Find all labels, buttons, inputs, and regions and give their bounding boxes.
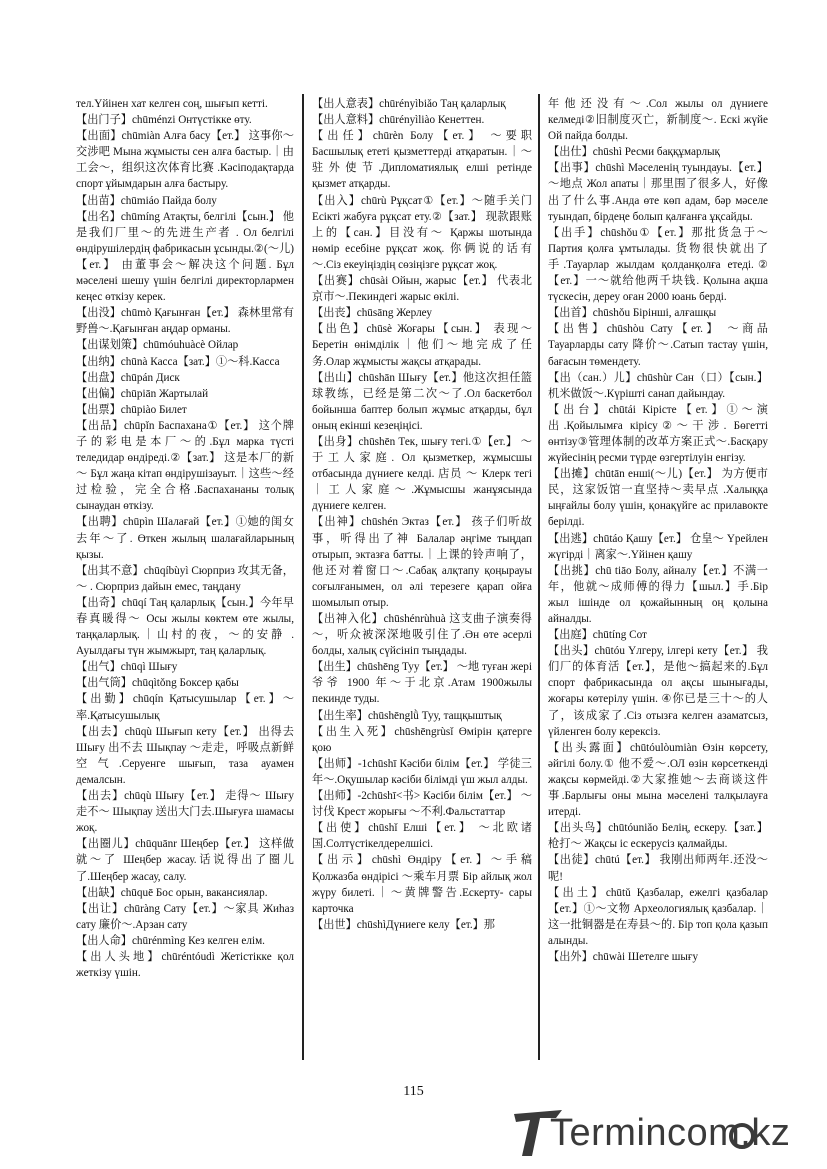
dictionary-entry: 【出使】chūshǐ Елші【ет.】 ～北欧诸国.Солтүстікелдерелшісі. [312, 822, 532, 851]
dictionary-entry: 【出人头地】chūréntóudì Жетістікке қол жеткізу үшін. [76, 950, 294, 980]
dictionary-entry: 【出门子】chūménzi Онтүстікке өту. [76, 114, 252, 127]
column-middle [312, 96, 532, 1066]
dictionary-entry: 【出面】chūmiàn Алға басу【ет.】 这事你～交涉吧 Мына жұмысты сен алға бастыр.｜由工会～，组织这次体育比赛 .Кәсіподақтарда спорт ұйымдарын алға бастыру. [76, 130, 294, 191]
dictionary-entry: 【出纳】chūnà Касса【зат.】①～科.Касса [76, 355, 280, 368]
dictionary-entry: 【出缺】chūquē Бос орын, вакансиялар. [76, 886, 268, 899]
dictionary-entry: 【出人命】chūrénmìng Кез келген елім. [76, 934, 265, 947]
dictionary-entry: 【出丧】chūsāng Жерлеу [312, 307, 432, 320]
dictionary-entry: 【出生入死】chūshēngrùsǐ Өмірін қатерге қою [312, 725, 532, 754]
dictionary-entry: 【出（сан.）儿】chūshùr Сан（口）【сын.】 机米做饭～.Күрішті санап дайындау. [548, 371, 768, 400]
dictionary-entry: 【出徒】chūtú【ет.】 我刚出师两年.还没～呢! [548, 854, 768, 883]
dictionary-entry: 年他还没有～.Сол жылы ол дүниеге келмеді②旧制度灭亡，新制度～. Ескі жүйе Ой пайда болды. [548, 98, 768, 143]
dictionary-entry: 【出示】chūshì Өндіру【ет.】～手稿 Қолжазба өндірісі ～乘车月票 Бір айлық жол жүру билеті.｜～黄牌警告.Ескерту- сары карточка [312, 854, 532, 915]
dictionary-entry: 【出盘】chūpán Диск [76, 371, 180, 384]
column-left [76, 96, 294, 1066]
dictionary-entry: 【出土】chūtǔ Қазбалар, ежелгі қазбалар【ет.】①～文物 Археологиялық қазбалар.｜这一批铜器是在寿县～的. Бір топ қола қазып алынды. [548, 886, 768, 947]
column-right [548, 96, 768, 1066]
dictionary-entry: 【出任】chūrèn Болу【ет.】 ～要职 Басшылық ететі қызметтерді атқаратын.｜～驻外使节.Дипломатиялық елші ретінде қызмет атқарды. [312, 130, 532, 191]
dictionary-entry: 【出首】chūshǒu Бірінші, алғашқы [548, 307, 717, 320]
dictionary-entry: 【出庭】chūtíng Сот [548, 629, 647, 642]
dictionary-entry: 【出头鸟】chūtóuniǎo Белің, ескеру.【зат.】 枪打～ Жақсы іс ескерусіз қалмайды. [548, 822, 768, 851]
dictionary-entry: 【出头】chūtóu Үлгеру, ілгері кету【ет.】 我们厂的体育活【ет.】，是他～搞起来的.Бұл спорт фабрикасында ол ақсы шынығады, жоғары көтерілу үшін. ④你已是三十～的人了，该成家了.Сіз отызға келген азаматсыз, үйленген болу керексіз. [548, 645, 768, 738]
dictionary-entry: 【出摊】chūtān еншi(～儿)【ет.】 为方便市民，这家饭馆一直坚持～卖早点 .Халыққа ыңғайлы болу үшін, қонақүйге ас прилавокте берілді. [548, 468, 768, 529]
dictionary-entry: 【出其不意】chūqíbùyì Сюрприз 攻其无备，～ . Сюрприз дайын емес, таңдану [76, 564, 294, 593]
dictionary-entry: 【出逃】chūtáo Қашу【ет.】 仓皇～ Үрейлен жүгірді｜离家～.Үйінен қашу [548, 532, 768, 561]
dictionary-entry: 【出没】chūmò Қағынған【ет.】 森林里常有野兽～.Қағынған аңдар орманы. [76, 307, 294, 336]
dictionary-entry: 【出事】chūshì Мәселенің туындауы.【ет.】～地点 Жол апаты｜那里围了很多人，好像出了什么事.Анда өте көп адам, бәр мәселе туындап, бірдеңе болып қалғанға ұқсайды. [548, 162, 768, 223]
dictionary-entry: 【出神入化】chūshénrùhuà 这支曲子演奏得～，听众被深深地吸引住了.Ән өте әсерлі болды, халық сүйсініп тыңдады. [312, 613, 532, 658]
dictionary-entry: 【出赛】chūsài Ойын, жарыс【ет.】 代表北京市～.Пекиндегі жарыс өкілі. [312, 275, 532, 304]
dictionary-entry: 【出气筒】chūqìtǒng Боксер қабы [76, 677, 239, 690]
dictionary-entry: 【出师】-1chūshī Кәсіби білім【ет.】 学徒三年～.Оқушылар кәсіби білімді үш жыл алды. [312, 757, 532, 786]
dictionary-entry: 【出台】chūtái Кірісте【ет.】①～演出.Қойылымға кірісу②～干涉. Бөгетті өнтізу③管理体制的改革方案正式～.Басқару жүйесінің ресми түрде өзгертілуін енгізу. [548, 403, 768, 465]
logo-text: Termincom.kz [550, 1112, 791, 1154]
dictionary-entry: 【出去】chūqù Шығып кету【ет.】 出得去 Шығу 出不去 Шықпау ～走走，呼吸点新鲜空气.Серуенге шығып, таза ауамен демалсын. [76, 725, 294, 786]
dictionary-entry: 【出品】chūpǐn Баспахана①【ет.】 这个牌子的彩电是本厂～的.Бұл марка түсті теледидар өндіреді.②【зат.】 这是本厂的新～ Бұл жаңа кітап өндірушізауыт.｜这些～经过检验，完全合格.Баспахананы толық сынаудан өткізу. [76, 419, 294, 513]
dictionary-entry: 【出聘】chūpìn Шалағай【ет.】①她的闺女去年～了. Өткен жылың шалағайларының қызы. [76, 516, 294, 561]
dictionary-entry: 【出山】chūshān Шығу【ет.】他这次担任篮球教练，已经是第二次～了.Ол баскетбол бойынша баптер болып жұмыс атқарды, бұл оның екінші кезеңіңісі. [312, 371, 532, 432]
dictionary-entry: 【出世】chūshìДүниеге келу【ет.】那 [312, 918, 495, 931]
dictionary-entry: 【出身】chūshēn Тек, шығу тегі.①【ет.】 ～于工人家庭. Ол қызметкер, жұмысшы отбасында дүниеге келді. 店员 ～ Клерк тегі｜工人家庭～.Жұмысшы жанұясында дүниеге келген. [312, 435, 532, 513]
dictionary-entry: 【出勤】chūqín Қатысушылар【ет.】～率.Қатысушылық [76, 693, 294, 722]
dictionary-entry: 【出让】chūràng Сату【ет.】～家具 Жиһаз сату 廉价～.Арзан сату [76, 902, 294, 931]
dictionary-entry: 【出圈儿】chūquānr Шеңбер【ет.】 这样做就～了 Шеңбер жасау.话说得出了圈儿了.Шеңбер жасау, салу. [76, 838, 294, 883]
dictionary-entry: 【出仕】chūshì Ресми баққұмарлық [548, 146, 720, 159]
dictionary-entry: 【出生率】chūshēnglǜ Туу, тащқыштық [312, 709, 502, 722]
dictionary-entry: 【出头露面】chūtóulòumiàn Өзін көрсету, әйгілі болу.① 他不爱～.ОЛ өзін көрсеткенді жақсы көрмейді.②大家推她～去商谈这件事.Барлығы оны мына мәселені талқылауға итерді. [548, 741, 768, 819]
dictionary-entry: 【出外】chūwài Шетелге шығу [548, 950, 699, 963]
dictionary-entry: 【出苗】chūmiáo Пайда болу [76, 194, 217, 207]
dictionary-entry: 【出神】chūshén Эктаз【ет.】 孩子们听故事，听得出了神 Балалар әңгіме тыңдап отырып, эктазға батты.｜上课的铃声响了，他还对着窗口～.Сабақ алқтапу қоңырауы соғылғанымен, ол әлі терезеге қарап ойға шомылып отыр. [312, 516, 532, 609]
column-divider [538, 94, 540, 1060]
dictionary-entry: 【出入】chūrù Рұқсат①【ет.】～随手关门 Есікті жабуға рұқсат ету.②【зат.】 现款跟账上的【сан.】目没有～ Қаржы шотында нөмір есебіне рұқсат жоқ. 你俩说的话有～.Сіз екеуіңіздің сөзіңізге рұқсат жоқ. [312, 194, 532, 271]
dictionary-entry: 【出票】chūpiào Билет [76, 403, 187, 416]
dictionary-entry: 【出手】chūshǒu①【ет.】那批货急于～ Партия қолға ұмтылады. 货物很快就出了手.Тауарлар жылдам қолданқолға етеді.②【ет.】一～就给他两千块钱. Қолына ақша түскесін, дереу оған 2000 юань берді. [548, 226, 768, 304]
dictionary-entry: 【出谋划策】chūmóuhuàcè Ойлар [76, 339, 239, 352]
column-divider [302, 94, 304, 1060]
termincom-logo[interactable] [510, 1108, 810, 1160]
dictionary-entry: 【出色】chūsè Жоғары【сын.】 表现～ Беретін өнімділік｜他们～地完成了任务.Олар жұмысты жақсы атқарады. [312, 323, 532, 368]
dictionary-entry: 【出挑】chū tiāo Болу, айналу【ет.】不满一年，他就～成师傅的得力【шыл.】手.Бір жыл ішінде ол қожайынның оң қолына айналды. [548, 564, 768, 625]
dictionary-entry: 【出去】chūqù Шығу【ет.】 走得～ Шығу 走不～ Шықпау 送出大门去.Шығуға шамасы жоқ. [76, 790, 294, 835]
dictionary-entry: 【出气】chūqì Шығу [76, 661, 178, 674]
dictionary-entry: 【出生】chūshēng Туу【ет.】 ～地 туған жері 爷爷 1900 年～于北京.Атам 1900жылы пекинде туды. [312, 661, 532, 706]
dictionary-entry: тел.Үйінен хат келген соң, шығып кетті. [76, 98, 268, 110]
dictionary-entry: 【出人意料】chūrényìliào Кенеттен. [312, 114, 485, 127]
dictionary-entry: 【出名】chūmíng Атақты, белгілі【сын.】 他是我们厂里～的先进生产者 . Ол белгілі өндірушілердің фабрикасын ұсынды.②(～儿)【ет.】 由董事会～解决这个问题. Бұл мәселені шешу үшін белгілі директорлармен кеңес өткізу керек. [76, 210, 294, 304]
dictionary-entry: 【出售】chūshòu Сату【ет.】 ～商品 Тауарларды сату 降价～.Сатып тастау үшін, бағасын төмендету. [548, 323, 768, 368]
dictionary-entry: 【出奇】chūqí Таң қаларлық【сын.】今年早春真暖得～ Осы жылы көктем өте жылы, таңқаларлық.｜山村的夜，～的安静 . Ауылдағы түн жымжырт, таң қаларлық. [76, 596, 294, 658]
dictionary-entry: 【出偏】chūpiān Жартылай [76, 387, 209, 400]
dictionary-entry: 【出人意表】chūrényìbiǎo Таң қаларлық [312, 98, 506, 110]
page-number: 115 [403, 1084, 424, 1099]
dictionary-entry: 【出师】-2chūshī<书> Кәсіби білім【ет.】 ～讨伐 Крест жорығы ～不利.Фальстаттар [312, 790, 532, 819]
